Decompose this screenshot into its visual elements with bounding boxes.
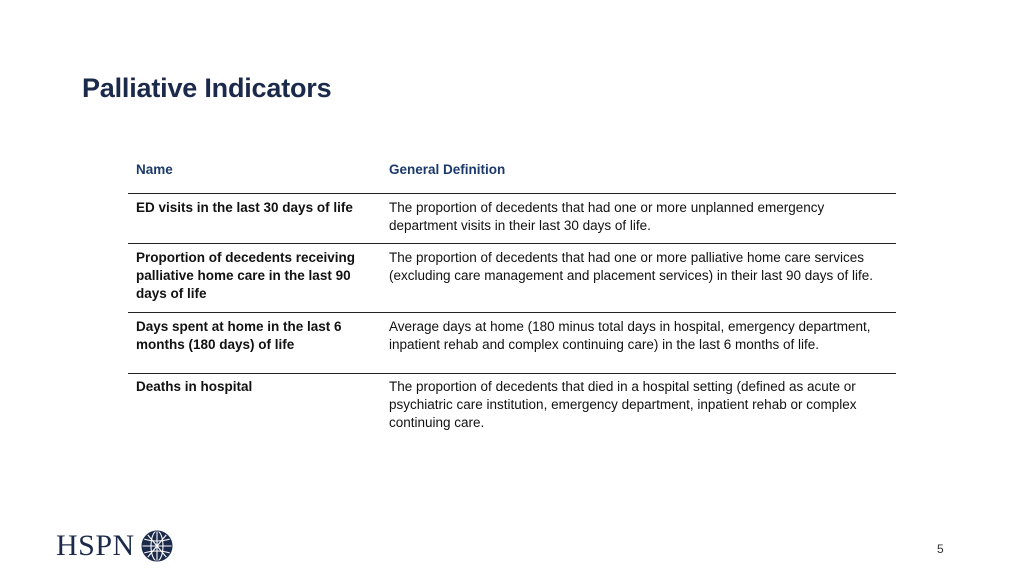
globe-icon (141, 530, 173, 562)
indicators-table (128, 152, 896, 440)
hspn-logo (56, 530, 173, 562)
indicator-name: ED visits in the last 30 days of life (136, 200, 353, 215)
column-header-definition: General Definition (389, 162, 506, 177)
indicator-name: Proportion of decedents receiving palliative home care in the last 90 days of life (136, 250, 356, 301)
indicator-definition: The proportion of decedents that died in a hospital setting (defined as acute or psychiatric care institution, emergency department, inpatient rehab or complex continuing care. (389, 379, 857, 430)
table-row (128, 313, 896, 374)
column-header-name: Name (136, 162, 173, 177)
table-row (128, 194, 896, 244)
page-title: Palliative Indicators (82, 73, 332, 103)
indicator-name: Deaths in hospital (136, 379, 253, 394)
logo-text: HSPN (56, 529, 135, 562)
indicator-definition: Average days at home (180 minus total days in hospital, emergency department, inpatient rehab and complex continuing care) in the last 6 months of life. (389, 319, 871, 352)
table-header (128, 152, 896, 194)
table-row (128, 244, 896, 313)
indicator-name: Days spent at home in the last 6 months (180 days) of life (136, 319, 342, 352)
page-number: 5 (937, 542, 944, 556)
table-row (128, 374, 896, 440)
indicator-definition: The proportion of decedents that had one or more unplanned emergency department visits in their last 30 days of life. (389, 200, 825, 233)
indicator-definition: The proportion of decedents that had one or more palliative home care services (excluding care management and placement services) in their last 90 days of life. (389, 250, 873, 283)
